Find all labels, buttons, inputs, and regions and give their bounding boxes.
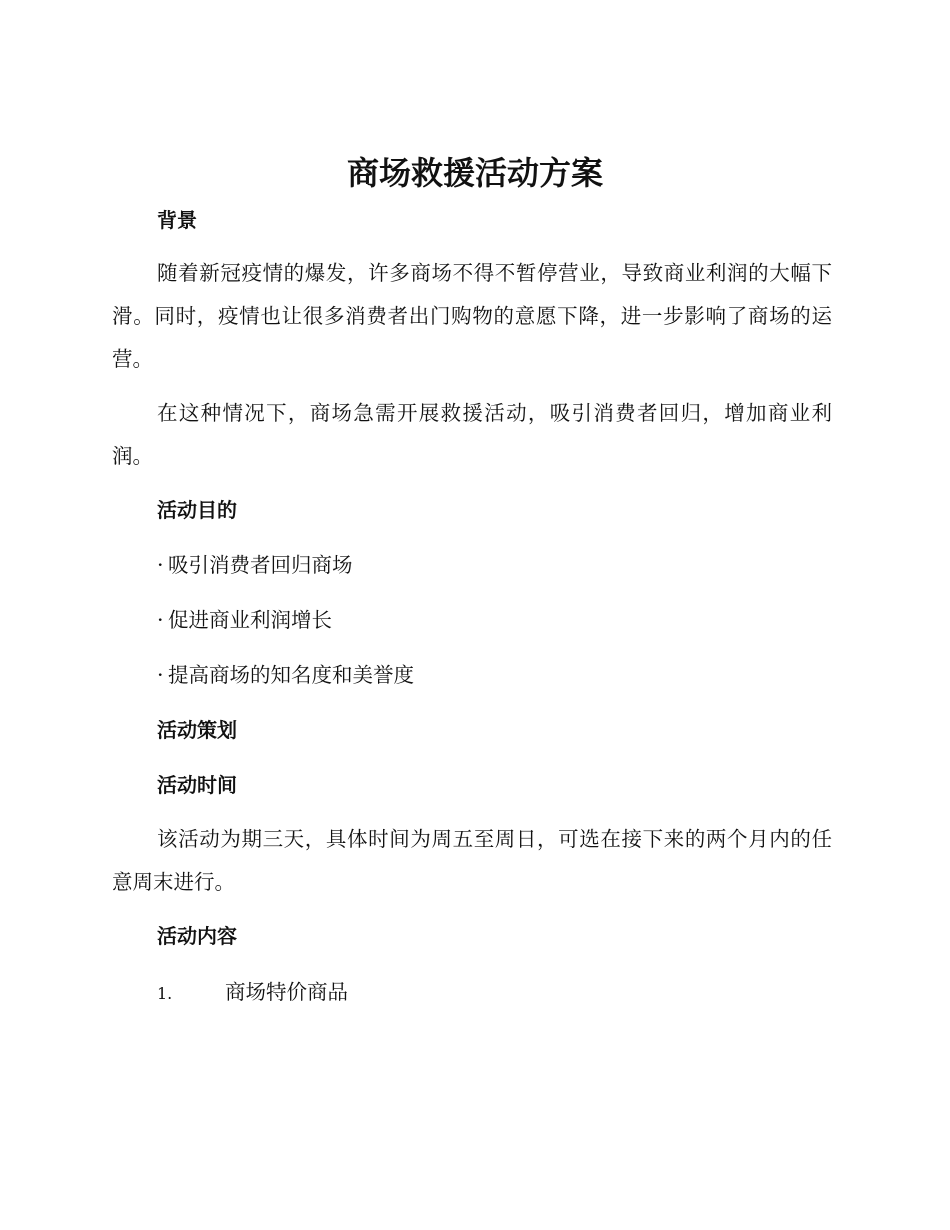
section-heading-time: 活动时间: [157, 773, 237, 797]
section-heading-content: 活动内容: [157, 924, 237, 948]
purpose-item-text: 吸引消费者回归商场: [168, 553, 353, 577]
purpose-item-text: 提高商场的知名度和美誉度: [168, 663, 414, 687]
bullet-marker: ·: [157, 553, 164, 577]
bullet-marker: ·: [157, 663, 164, 687]
list-number: 1.: [157, 984, 173, 1003]
content-list-item: [157, 978, 348, 1008]
document-title: 商场救援活动方案: [346, 154, 603, 192]
purpose-list-item: [157, 606, 332, 634]
section-heading-purpose: 活动目的: [157, 498, 237, 522]
time-paragraph: 该活动为期三天，具体时间为周五至周日，可选在接下来的两个月内的任意周末进行。: [112, 827, 832, 894]
purpose-item-text: 促进商业利润增长: [168, 608, 332, 632]
bullet-marker: ·: [157, 608, 164, 632]
purpose-list-item: [157, 551, 353, 579]
section-heading-background: 背景: [157, 208, 197, 232]
content-item-text: 商场特价商品: [225, 980, 348, 1004]
section-heading-planning: 活动策划: [157, 718, 237, 742]
background-paragraph-2: 在这种情况下，商场急需开展救援活动，吸引消费者回归，增加商业利润。: [112, 401, 832, 468]
background-paragraph-1: 随着新冠疫情的爆发，许多商场不得不暂停营业，导致商业利润的大幅下滑。同时，疫情也让很多消费者出门购物的意愿下降，进一步影响了商场的运营。: [112, 261, 832, 371]
purpose-list-item: [157, 661, 414, 689]
